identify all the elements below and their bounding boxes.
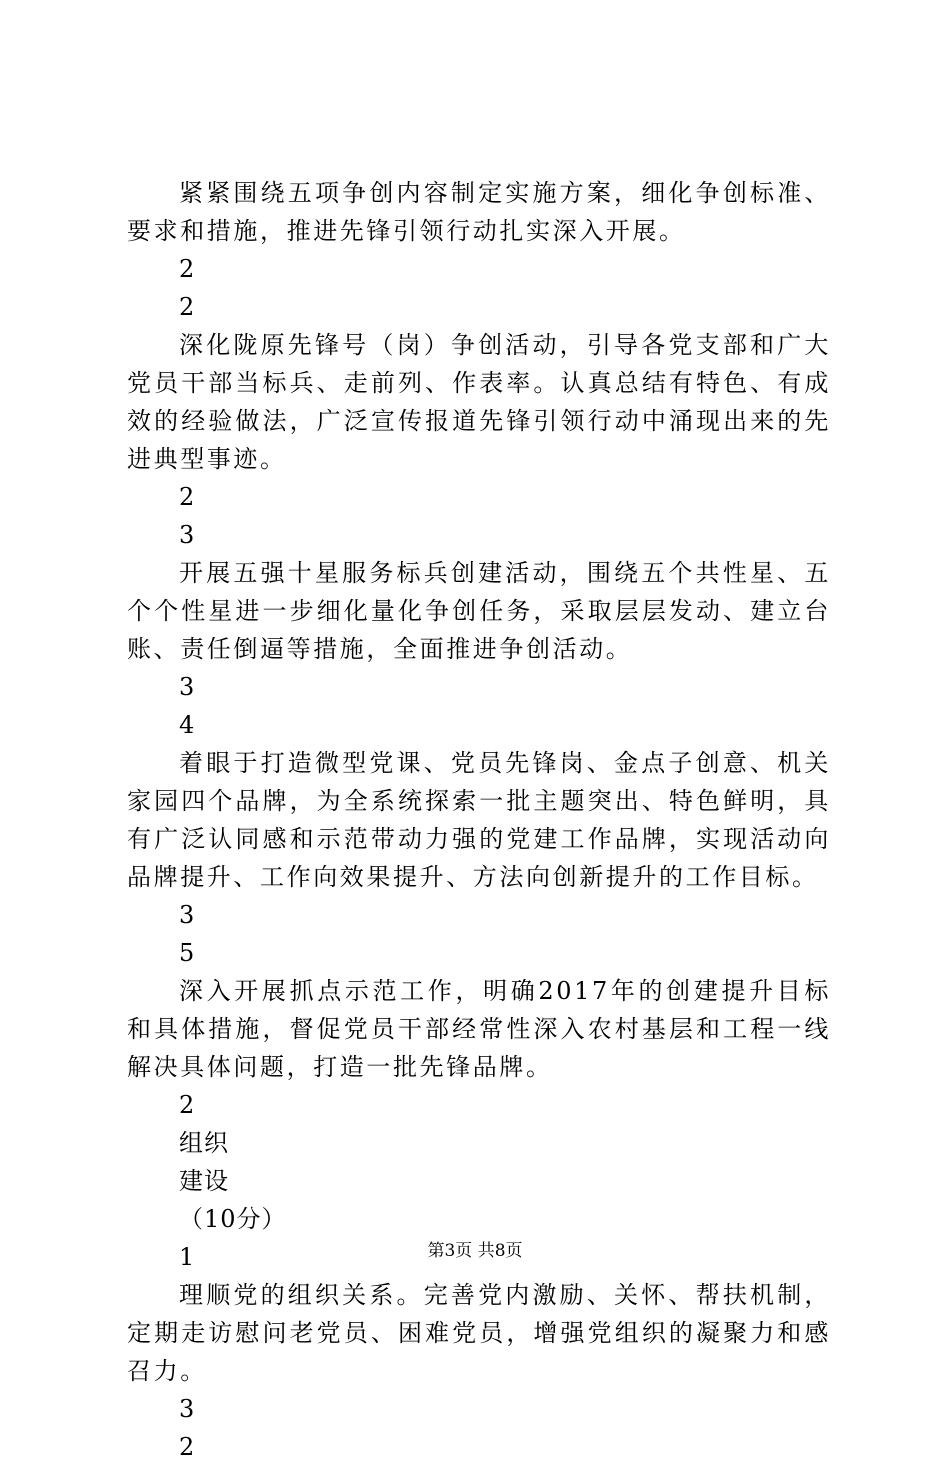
paragraph: 深化陇原先锋号（岗）争创活动，引导各党支部和广大党员干部当标兵、走前列、作表率。认真总结有特色、有成效的经验做法，广泛宣传报道先锋引领行动中涌现出来的先进典型事迹。 (127, 331, 831, 473)
item-number: 2 (179, 255, 196, 283)
paragraph: 开展五强十星服务标兵创建活动，围绕五个共性星、五个个性星进一步细化量化争创任务，采取层层发动、建立台账、责任倒逼等措施，全面推进争创活动。 (127, 559, 831, 663)
section-heading-part: 建设 (179, 1167, 229, 1195)
document-body (127, 174, 831, 1466)
paragraph: 紧紧围绕五项争创内容制定实施方案，细化争创标准、要求和措施，推进先锋引领行动扎实深入开展。 (127, 179, 831, 245)
page-number-label: 第3页 共8页 (427, 1241, 523, 1261)
item-number: 2 (179, 1433, 196, 1461)
item-number: 1 (179, 1243, 196, 1271)
section-score: （10分） (179, 1205, 287, 1233)
paragraph: 理顺党的组织关系。完善党内激励、关怀、帮扶机制，定期走访慰问老党员、困难党员，增强党组织的凝聚力和感召力。 (127, 1281, 831, 1385)
item-number: 2 (179, 483, 196, 511)
section-heading-part: 组织 (179, 1129, 229, 1157)
page-footer (0, 1240, 950, 1262)
item-number: 5 (179, 939, 196, 967)
item-number: 3 (179, 521, 196, 549)
item-number: 3 (179, 1395, 196, 1423)
paragraph: 深入开展抓点示范工作，明确2017年的创建提升目标和具体措施，督促党员干部经常性深入农村基层和工程一线解决具体问题，打造一批先锋品牌。 (127, 977, 831, 1081)
item-number: 2 (179, 293, 196, 321)
paragraph: 着眼于打造微型党课、党员先锋岗、金点子创意、机关家园四个品牌，为全系统探索一批主题突出、特色鲜明，具有广泛认同感和示范带动力强的党建工作品牌，实现活动向品牌提升、工作向效果提升、方法向创新提升的工作目标。 (127, 749, 831, 891)
item-number: 3 (179, 901, 196, 929)
item-number: 2 (179, 1091, 196, 1119)
item-number: 4 (179, 711, 196, 739)
item-number: 3 (179, 673, 196, 701)
